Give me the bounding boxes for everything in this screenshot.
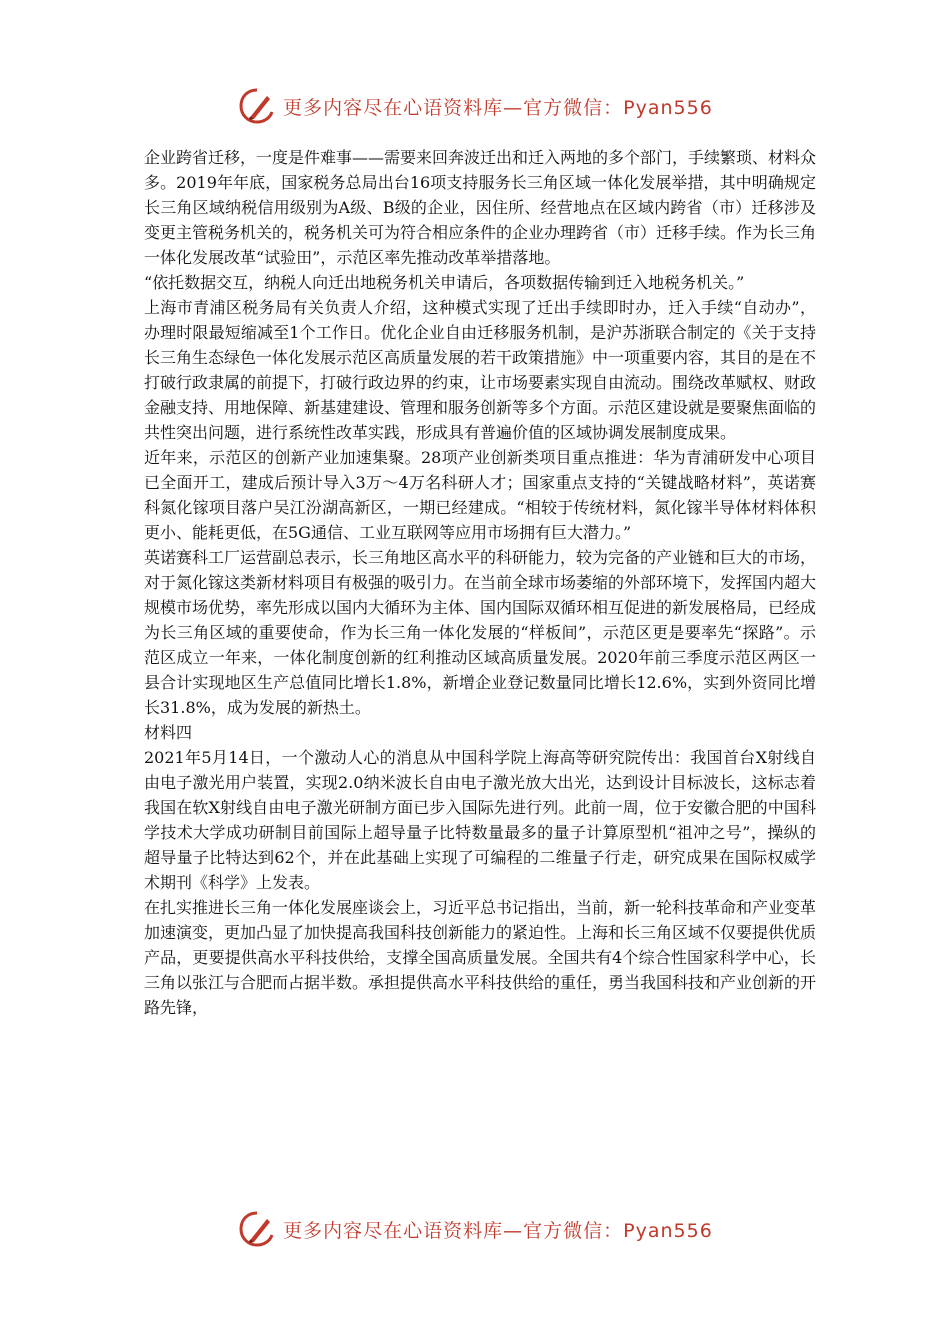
document-body: [144, 145, 816, 1020]
watermark-header: [0, 86, 950, 126]
paragraph: 英诺赛科工厂运营副总表示，长三角地区高水平的科研能力，较为完备的产业链和巨大的市场，对于氮化镓这类新材料项目有极强的吸引力。在当前全球市场萎缩的外部环境下，发挥国内超大规模市场优势，率先形成以国内大循环为主体、国内国际双循环相互促进的新发展格局，已经成为长三角区域的重要使命，作为长三角一体化发展的“样板间”，示范区更是要率先“探路”。示范区成立一年来，一体化制度创新的红利推动区域高质量发展。2020年前三季度示范区两区一县合计实现地区生产总值同比增长1.8%，新增企业登记数量同比增长12.6%，实到外资同比增长31.8%，成为发展的新热土。: [144, 548, 817, 717]
paragraph: 2021年5月14日，一个激动人心的消息从中国科学院上海高等研究院传出：我国首台X射线自由电子激光用户装置，实现2.0纳米波长自由电子激光放大出光，达到设计目标波长，这标志着我国在软X射线自由电子激光研制方面已步入国际先进行列。此前一周，位于安徽合肥的中国科学技术大学成功研制目前国际上超导量子比特数量最多的量子计算原型机“祖冲之号”，操纵的超导量子比特达到62个，并在此基础上实现了可编程的二维量子行走，研究成果在国际权威学术期刊《科学》上发表。: [144, 748, 816, 892]
pen-logo-icon: [237, 86, 277, 126]
paragraph: 企业跨省迁移，一度是件难事——需要来回奔波迁出和迁入两地的多个部门，手续繁琐、材料众多。2019年年底，国家税务总局出台16项支持服务长三角区域一体化发展举措，其中明确规定长三角区域纳税信用级别为A级、B级的企业，因住所、经营地点在区域内跨省（市）迁移涉及变更主管税务机关的，税务机关可为符合相应条件的企业办理跨省（市）迁移手续。作为长三角一体化发展改革“试验田”，示范区率先推动改革举措落地。: [144, 148, 817, 267]
watermark-text: 更多内容尽在心语资料库—官方微信：Pyan556: [283, 1219, 713, 1242]
paragraph: 在扎实推进长三角一体化发展座谈会上，习近平总书记指出，当前，新一轮科技革命和产业变革加速演变，更加凸显了加快提高我国科技创新能力的紧迫性。上海和长三角区域不仅要提供优质产品，更要提供高水平科技供给，支撑全国高质量发展。全国共有4个综合性国家科学中心，长三角以张江与合肥而占据半数。承担提供高水平科技供给的重任，勇当我国科技和产业创新的开路先锋，: [144, 898, 817, 1017]
pen-logo-icon: [237, 1209, 277, 1249]
watermark-footer: [0, 1209, 950, 1249]
paragraph: “依托数据交互，纳税人向迁出地税务机关申请后，各项数据传输到迁入地税务机关。”: [144, 273, 745, 292]
section-heading: 材料四: [144, 723, 193, 742]
paragraph: 近年来，示范区的创新产业加速集聚。28项产业创新类项目重点推进：华为青浦研发中心项目已全面开工，建成后预计导入3万～4万名科研人才；国家重点支持的“关键战略材料”，英诺赛科氮化镓项目落户吴江汾湖高新区，一期已经建成。“相较于传统材料，氮化镓半导体材料体积更小、能耗更低，在5G通信、工业互联网等应用市场拥有巨大潜力。”: [144, 448, 816, 542]
watermark-text: 更多内容尽在心语资料库—官方微信：Pyan556: [283, 96, 713, 119]
paragraph: 上海市青浦区税务局有关负责人介绍，这种模式实现了迁出手续即时办，迁入手续“自动办”，办理时限最短缩减至1个工作日。优化企业自由迁移服务机制，是沪苏浙联合制定的《关于支持长三角生态绿色一体化发展示范区高质量发展的若干政策措施》中一项重要内容，其目的是在不打破行政隶属的前提下，打破行政边界的约束，让市场要素实现自由流动。围绕改革赋权、财政金融支持、用地保障、新基建建设、管理和服务创新等多个方面。示范区建设就是要聚焦面临的共性突出问题，进行系统性改革实践，形成具有普遍价值的区域协调发展制度成果。: [144, 298, 817, 442]
